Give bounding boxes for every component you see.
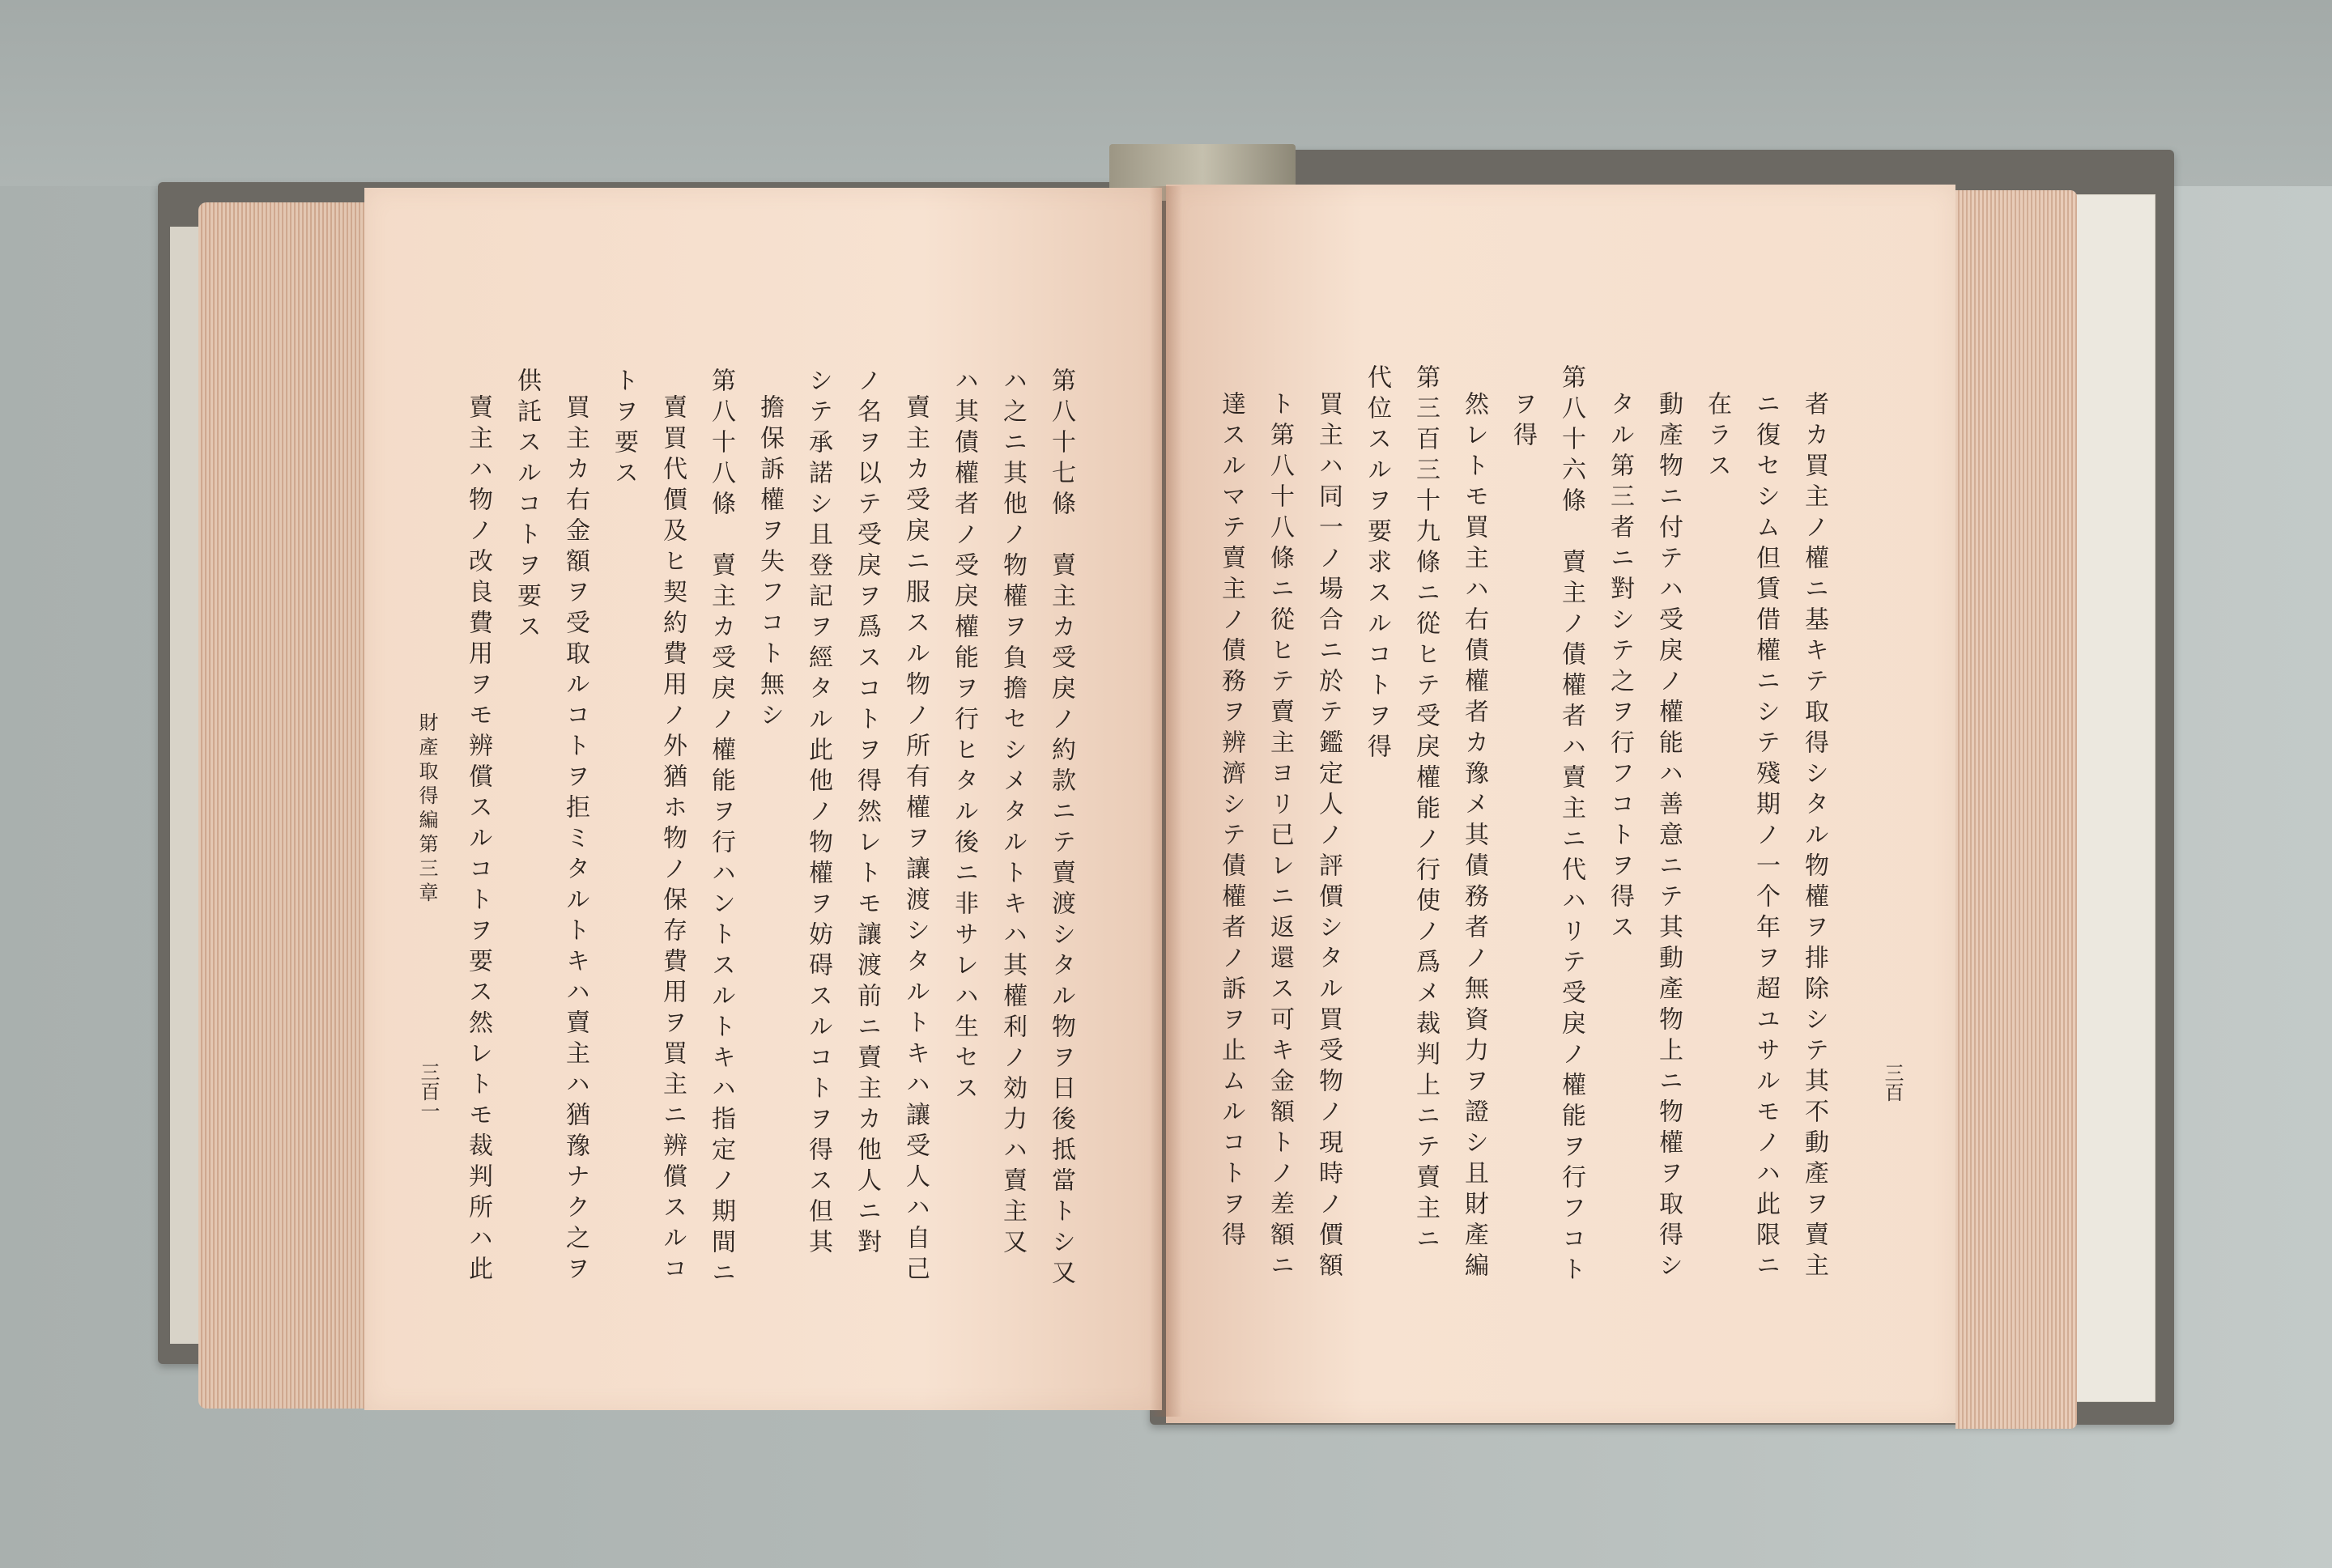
page-edges-right [1955, 190, 2077, 1429]
text-line: 然レトモ買主ハ右債權者カ豫メ其債務者ノ無資力ヲ證シ且財產編 [1460, 391, 1488, 1283]
text-line: 賣主ハ物ノ改良費用ヲモ辨償スルコトヲ要ス然レトモ裁判所ハ此 [464, 394, 492, 1286]
page-number: 三百一 [417, 1062, 440, 1120]
text-line: ノ名ヲ以テ受戾ヲ爲スコトヲ得然レトモ讓渡前ニ賣主カ他人ニ對 [853, 368, 881, 1260]
text-line: 擔保訴權ヲ失フコト無シ [755, 394, 784, 733]
text-line: ニ復セシム但賃借權ニシテ殘期ノ一个年ヲ超ユサルモノハ此限ニ [1751, 391, 1780, 1283]
text-line: ト第八十八條ニ從ヒテ賣主ヨリ已レニ返還ス可キ金額トノ差額ニ [1266, 391, 1294, 1283]
text-line: トヲ要ス [610, 368, 638, 491]
text-line: 動產物ニ付テハ受戾ノ權能ハ善意ニテ其動產物上ニ物權ヲ取得シ [1654, 391, 1683, 1283]
text-line: タル第三者ニ對シテ之ヲ行フコトヲ得ス [1606, 391, 1634, 945]
endpaper-right [2073, 194, 2155, 1402]
running-head: 財產取得編第三章 [415, 712, 438, 907]
page-edges-left [198, 202, 368, 1409]
text-line: 賣買代價及ヒ契約費用ノ外猶ホ物ノ保存費用ヲ買主ニ辨償スルコ [658, 394, 687, 1286]
text-line: 第八十七條 賣主カ受戾ノ約款ニテ賣渡シタル物ヲ日後抵當トシ又 [1047, 368, 1075, 1290]
text-line: ハ其債權者ノ受戾權能ヲ行ヒタル後ニ非サレハ生セス [950, 368, 978, 1106]
text-line: 達スルマテ賣主ノ債務ヲ辨濟シテ債權者ノ訴ヲ止ムルコトヲ得 [1217, 391, 1245, 1252]
text-line: ハ之ニ其他ノ物權ヲ負擔セシメタルトキハ其權利ノ効力ハ賣主又 [998, 368, 1027, 1260]
text-line: 第三百三十九條ニ從ヒテ受戾權能ノ行使ノ爲メ裁判上ニテ賣主ニ [1411, 364, 1440, 1256]
text-line: シテ承諾シ且登記ヲ經タル此他ノ物權ヲ妨碍スルコトヲ得ス但其 [804, 368, 832, 1260]
text-line: ヲ得 [1509, 391, 1537, 453]
text-line: 供託スルコトヲ要ス [513, 368, 541, 644]
left-page [364, 188, 1162, 1410]
text-line: 在ラス [1703, 391, 1731, 483]
text-line: 買主カ右金額ヲ受取ルコトヲ拒ミタルトキハ賣主ハ猶豫ナク之ヲ [561, 394, 589, 1286]
text-line: 者カ買主ノ權ニ基キテ取得シタル物權ヲ排除シテ其不動產ヲ賣主 [1800, 391, 1828, 1283]
text-line: 第八十八條 賣主カ受戾ノ權能ヲ行ハントスルトキハ指定ノ期間ニ [707, 368, 735, 1290]
right-page [1166, 185, 1955, 1423]
book-gutter [1150, 186, 1182, 1417]
text-line: 賣主カ受戾ニ服スル物ノ所有權ヲ讓渡シタルトキハ讓受人ハ自己 [901, 394, 930, 1286]
text-line: 第八十六條 賣主ノ債權者ハ賣主ニ代ハリテ受戾ノ權能ヲ行フコト [1557, 364, 1585, 1287]
page-number: 三百 [1881, 1063, 1904, 1102]
text-line: 代位スルヲ要求スルコトヲ得 [1363, 364, 1391, 764]
text-line: 買主ハ同一ノ場合ニ於テ鑑定人ノ評價シタル買受物ノ現時ノ價額 [1314, 391, 1343, 1283]
